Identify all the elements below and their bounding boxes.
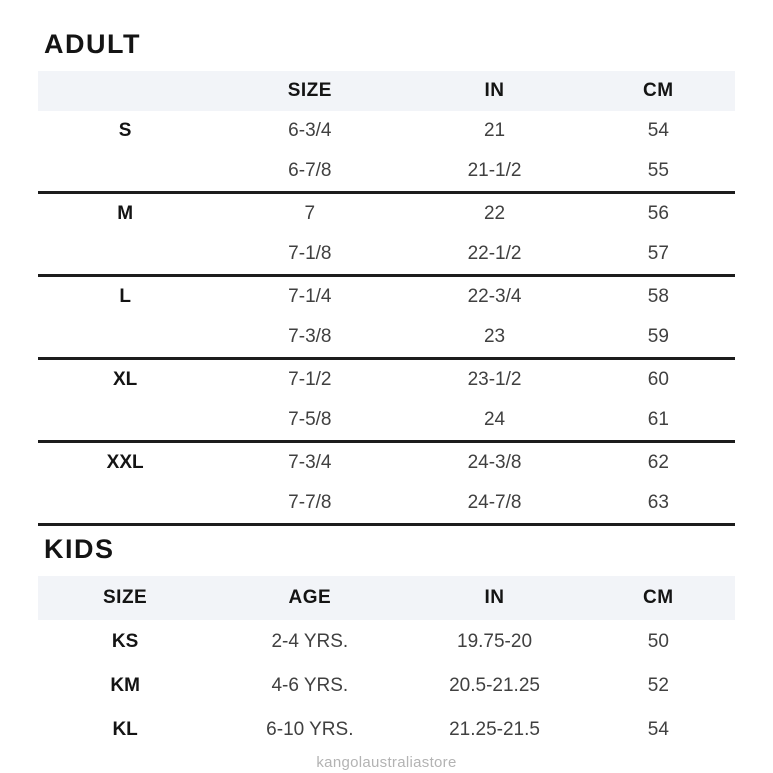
inches-value: 22 [483, 203, 506, 225]
size-value: 7 [304, 203, 316, 225]
size-label [38, 400, 212, 440]
table-row [38, 111, 735, 151]
table-row [38, 664, 735, 708]
size-label [38, 151, 212, 191]
adult-size-group-xxl [38, 443, 735, 526]
cm-value: 60 [647, 369, 669, 391]
column-header-cm: CM [643, 586, 674, 608]
column-header-in: IN [484, 586, 505, 608]
size-label: L [119, 286, 131, 308]
table-row [38, 483, 735, 523]
table-row [38, 194, 735, 234]
size-value: 7-5/8 [288, 409, 332, 431]
size-label: M [117, 203, 134, 225]
inches-value: 22-1/2 [467, 243, 522, 265]
column-header-size: SIZE [103, 586, 148, 608]
inches-value: 24-7/8 [467, 492, 522, 514]
column-header-size: SIZE [287, 80, 332, 102]
inches-value: 22-3/4 [467, 286, 522, 308]
inches-value: 23 [483, 326, 506, 348]
cm-value: 54 [647, 120, 669, 142]
inches-value: 20.5-21.25 [449, 674, 540, 696]
inches-value: 23-1/2 [467, 369, 522, 391]
size-value: 7-3/4 [288, 452, 332, 474]
cm-value: 55 [647, 160, 669, 182]
column-header-cm: CM [643, 80, 674, 102]
size-label: KS [111, 630, 139, 652]
table-row [38, 620, 735, 664]
column-header-in: IN [484, 80, 505, 102]
inches-value: 24-3/8 [467, 452, 522, 474]
size-label [38, 317, 212, 357]
size-label: KL [112, 718, 138, 740]
size-label: S [118, 120, 132, 142]
table-row [38, 234, 735, 274]
table-row [38, 400, 735, 440]
size-value: 7-1/4 [288, 286, 332, 308]
cm-value: 58 [647, 286, 669, 308]
adult-size-group-m [38, 194, 735, 277]
kids-table-header-row [38, 576, 735, 620]
kids-section-title: KIDS [44, 534, 115, 565]
adult-size-group-s [38, 111, 735, 194]
inches-value: 19.75-20 [457, 630, 533, 652]
column-header-blank [38, 71, 212, 111]
inches-value: 21-1/2 [467, 160, 522, 182]
size-label: XL [112, 369, 138, 391]
adult-section-title: ADULT [44, 29, 141, 59]
age-value: 6-10 YRS. [266, 718, 354, 740]
size-value: 7-1/2 [288, 369, 332, 391]
cm-value: 56 [647, 203, 669, 225]
age-value: 2-4 YRS. [271, 630, 349, 652]
cm-value: 54 [647, 718, 669, 740]
adult-size-group-xl [38, 360, 735, 443]
inches-value: 21.25-21.5 [449, 718, 540, 740]
size-label: KM [110, 674, 140, 696]
column-header-age: AGE [288, 586, 332, 608]
table-row [38, 360, 735, 400]
size-label [38, 234, 212, 274]
table-row [38, 708, 735, 752]
cm-value: 61 [647, 409, 669, 431]
cm-value: 63 [647, 492, 669, 514]
cm-value: 50 [647, 630, 669, 652]
size-value: 7-1/8 [288, 243, 332, 265]
inches-value: 21 [483, 120, 506, 142]
size-value: 6-7/8 [288, 160, 332, 182]
size-value: 6-3/4 [288, 120, 332, 142]
table-row [38, 151, 735, 191]
cm-value: 57 [647, 243, 669, 265]
adult-size-group-l [38, 277, 735, 360]
inches-value: 24 [483, 409, 506, 431]
table-row [38, 277, 735, 317]
size-value: 7-7/8 [288, 492, 332, 514]
kids-size-table [38, 576, 735, 752]
size-label [38, 483, 212, 523]
cm-value: 52 [647, 674, 669, 696]
adult-table-header-row [38, 71, 735, 111]
store-watermark: kangolaustraliastore [316, 753, 457, 771]
cm-value: 59 [647, 326, 669, 348]
size-value: 7-3/8 [288, 326, 332, 348]
cm-value: 62 [647, 452, 669, 474]
size-label: XXL [106, 452, 144, 474]
adult-size-table [38, 71, 735, 526]
age-value: 4-6 YRS. [271, 674, 349, 696]
table-row [38, 317, 735, 357]
table-row [38, 443, 735, 483]
